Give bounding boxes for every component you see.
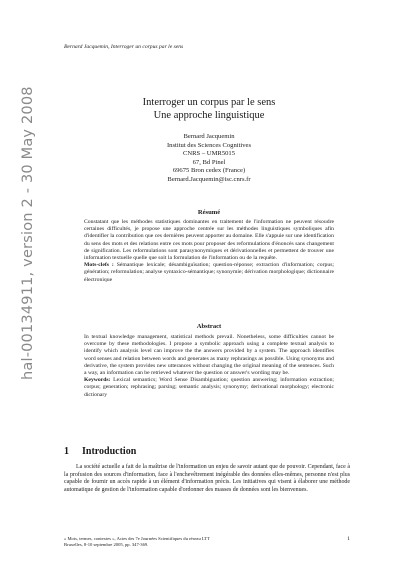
- abstract-keywords: [84, 377, 334, 399]
- resume-keywords-label: Mots-clefs :: [84, 262, 114, 269]
- author-street: 67, Bd Pinel: [192, 158, 226, 166]
- section-heading: [64, 446, 354, 457]
- author-lab: CNRS – UMR5015: [182, 150, 236, 158]
- author-email: Bernard.Jacquemin@isc.cnrs.fr: [167, 175, 251, 183]
- resume-keywords-text: Sémantique lexicale; désambiguïsation; question-réponse; extraction d'information; corpus; génération; reformulation; analyse syntaxico-sémantique; synonymie; dérivation morphologique; dictionnaire électronique: [84, 262, 335, 283]
- abstract-block: [84, 334, 334, 399]
- resume-block: [84, 219, 334, 284]
- abstract-heading: Abstract: [196, 323, 222, 330]
- intro-block: [64, 464, 350, 494]
- resume-body: Constatant que les méthodes statistiques dominantes en traitement de l'information ne peuvent résoudre certaines difficultés, je propose une approche centrée sur les méthodes linguistiques symboliques afin d'identifier la contribution que ces dernières peuvent apporter au domaine. Elle s'appuie sur une identification du sens des mots et des relations entre ces mots pour proposer des reformulations d'énoncés sans changement de signification. Les reformulations sont parasynonymiques et dérivationnelles et permettent de trouver une information textuelle quelle que soit la formulation de l'information ou de la requête.: [84, 219, 334, 262]
- author-name: Bernard Jacquemin: [183, 133, 235, 140]
- intro-paragraph: La société actuelle a fait de la maîtrise de l'information un enjeu de savoir autant que de pouvoir. Cependant, face à la profusion des sources d'information, face à l'enchevêtrement inégérable des données elles-mêmes, personne n'est plus capable de fournir un accès rapide à un élément d'information précis. Les initiatives qui visent à élaborer une méthode automatique de gestion de l'information capable d'ordonner des masses de données sont les bienvenues.: [64, 464, 350, 493]
- running-head: Bernard Jacquemin, Interroger un corpus par le sens: [64, 44, 184, 50]
- author-institute: Institut des Sciences Cognitives: [166, 141, 252, 149]
- author-block: [64, 133, 354, 185]
- footnote-block: [64, 536, 354, 548]
- title-block: [64, 96, 354, 122]
- paper-title: Interroger un corpus par le sens: [142, 97, 276, 108]
- author-city: 69675 Bron cedex (France): [172, 167, 246, 175]
- page-number: 1: [347, 536, 350, 542]
- footnote-line-1: « Mots, termes, contextes », Actes des 7e Journées Scientifiques du réseau LTT: [64, 536, 210, 541]
- abstract-keywords-label: Keywords:: [84, 377, 111, 384]
- hal-side-stamp-text: hal-00134911, version 2 - 30 May 2008: [20, 86, 36, 380]
- resume-keywords: [84, 262, 334, 284]
- abstract-body: In textual knowledge management, statistical methods prevail. Nonetheless, some difficulties cannot be overcome by these methodologies. I propose a symbolic approach using a complete textual analysis to identify which analysis level can improve the the answers provided by a system. The approach identifies word senses and relation between words and generates as many rephrasings as possible. Using synonyms and derivative, the system provides new utterances without changing the original meaning of the sentences. Such a way, an information can be retrieved whatever the question or answer's wording may be.: [84, 334, 334, 377]
- footnote-line-2: Bruxelles, 8-10 septembre 2005, pp. 347-369.: [64, 542, 149, 547]
- abstract-keywords-text: Lexical semantics; Word Sense Disambiguation; question answering; information extraction; corpus; generation; rephrasing; parsing; semantic analysis; synonymy; derivational morphology; electronic dictionary: [84, 377, 334, 398]
- section-title: Introduction: [82, 446, 137, 457]
- resume-heading: Résumé: [197, 209, 221, 216]
- paper-subtitle: Une approche linguistique: [153, 110, 265, 121]
- section-number: 1: [64, 446, 69, 457]
